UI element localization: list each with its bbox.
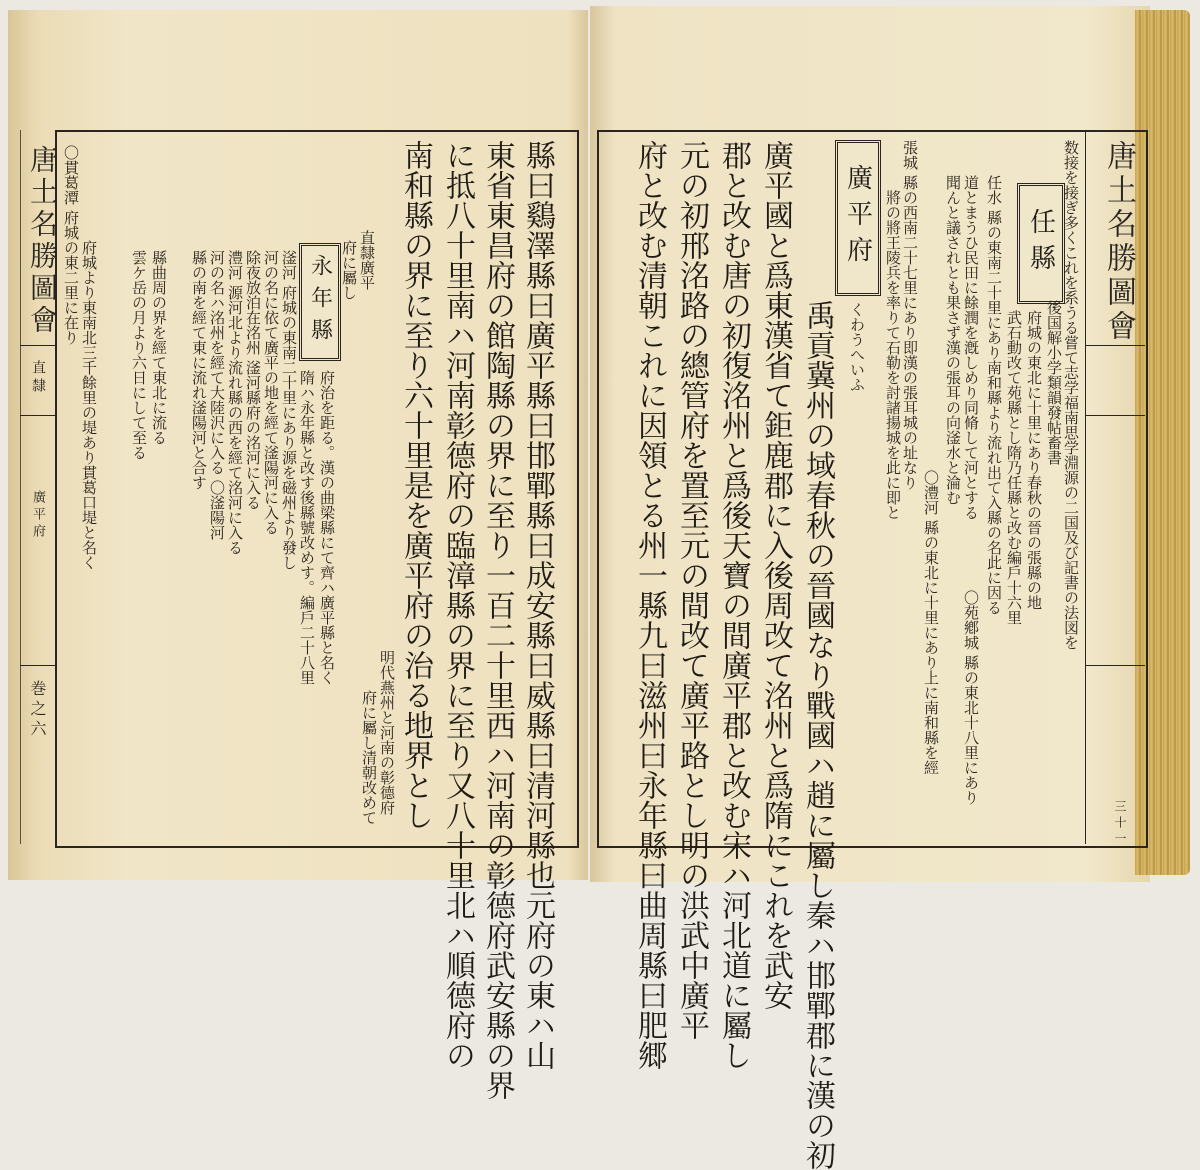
- left-margin-section: 直隸: [30, 360, 46, 396]
- text-column: 数接を接ぎ多くこれを系うる嘗て志学福南思学淵源の二国及び記書の法図を: [1062, 140, 1080, 650]
- text-column: 道とまうひ民田に餘潤を漑しめり同脩して河とする: [962, 175, 980, 520]
- text-column: 縣曲周の界を經て東北に流る: [150, 250, 168, 445]
- text-column: 後国解小学類韻發帖畜書: [1045, 300, 1063, 465]
- left-margin-title: 唐土名勝圖會: [26, 145, 59, 337]
- text-column: 〇貫葛潭 府城の東二里に在り: [62, 145, 80, 345]
- text-column: 滏河 府城の東南二十里にあり源を磁州より發し: [280, 250, 298, 570]
- text-column: 廣平國と爲東漢省て鉅鹿郡に入後周改て洺州と爲隋にこれを武安: [758, 140, 793, 1010]
- prefecture-heading: 廣平府: [842, 164, 873, 272]
- margin-divider: [1085, 345, 1145, 346]
- text-column: 禹貢冀州の域春秋の晉國なり戰國ハ趙に屬し秦ハ邯鄲郡に漢の初: [800, 300, 835, 1170]
- text-column: 府城より東南北三千餘里の堤あり貫葛口堤と名く: [80, 240, 98, 570]
- text-column: 縣の南を經て東に流れ滏陽河と合す: [190, 250, 208, 490]
- text-column: 府治を距る。漢の曲梁縣にて齊ハ廣平縣と名く: [318, 370, 336, 685]
- left-margin-line: [20, 130, 21, 844]
- text-column: 元の初邢洺路の總管府を置至元の間改て廣平路とし明の洪武中廣平: [674, 140, 709, 1040]
- text-column: 縣曰鷄澤縣曰廣平縣曰邯鄲縣曰成安縣曰威縣曰清河縣也元府の東ハ山: [520, 140, 555, 1070]
- margin-divider: [20, 345, 56, 346]
- right-margin-title: 唐土名勝圖會: [1101, 140, 1136, 344]
- margin-divider: [1085, 665, 1145, 666]
- text-column: 澧河 源河北より流れ縣の西を經て洺河に入る: [226, 250, 244, 555]
- text-column: 隋ハ永年縣と改す後縣號改めす。編戶二十八里: [298, 370, 316, 685]
- text-column: 〇苑鄕城 縣の東北十八里にあり: [962, 590, 980, 805]
- text-column: 除夜放泊在洺州 滏河縣府の洺河に入る: [244, 250, 262, 510]
- prefecture-heading-box: [835, 140, 881, 296]
- text-column: 張城 縣の西南二十七里にあり即漢の張耳城の址なり: [901, 140, 919, 490]
- text-column: 聞んと議されとも果さず漢の張耳の向滏水と淪む: [944, 175, 962, 505]
- text-column: 河の名ハ洺州を經て大陸沢に入る 〇滏陽河: [208, 250, 226, 540]
- page-number: 三十一: [1113, 800, 1127, 848]
- text-column: 府と改む清朝これに因領とる州一縣九曰滋州曰永年縣曰曲周縣曰肥郷: [632, 140, 667, 1070]
- county-heading-box: 任縣: [1017, 183, 1065, 304]
- text-column: 〇澧河 縣の東北に十里にあり上に南和縣を經: [922, 470, 940, 775]
- margin-divider: [20, 415, 56, 416]
- text-column: 武石動改て苑縣とし隋乃任縣と改む編戶十六里: [1005, 310, 1023, 625]
- note-column: 直隸廣平: [358, 230, 376, 290]
- right-margin-line: [1085, 130, 1086, 844]
- left-margin-volume: 巻之六: [28, 680, 47, 740]
- note-column: 明代燕州と河南の彰德府: [378, 650, 396, 815]
- text-column: 河の名に依て廣平の地を經て滏陽河に入る: [262, 250, 280, 535]
- note-column: 府に屬し清朝改めて: [360, 690, 378, 825]
- text-column: 將の將王陵兵を率りて石勒を討諸揚城を此に即と: [884, 190, 902, 520]
- prefecture-reading: くわうへいふ: [848, 302, 866, 392]
- text-column: 府城の東北に十里にあり春秋の晉の張縣の地: [1025, 310, 1043, 610]
- text-column: 任水 縣の東南二十里にあり南和縣より流れ出て入縣の名此に因る: [985, 175, 1003, 615]
- text-column: 雲ケ岳の月より六日にして至る: [130, 250, 148, 460]
- text-column: に抵八十里南ハ河南彰德府の臨漳縣の界に至り又八十里北ハ順德府の: [440, 140, 475, 1070]
- left-margin-prefecture: 廣平府: [30, 490, 45, 541]
- text-column: 南和縣の界に至り六十里是を廣平府の治る地界とし: [398, 140, 433, 830]
- margin-divider: [1085, 415, 1145, 416]
- text-column: 東省東昌府の館陶縣の界に至り一百二十里西ハ河南の彰德府武安縣の界: [480, 140, 515, 1100]
- note-column: 府に屬し: [340, 240, 358, 300]
- margin-divider: [20, 665, 56, 666]
- county-heading-box: 永年縣: [299, 243, 341, 361]
- text-column: 郡と改む唐の初復洺州と爲後天寶の間廣平郡と改む宋ハ河北道に屬し: [716, 140, 751, 1070]
